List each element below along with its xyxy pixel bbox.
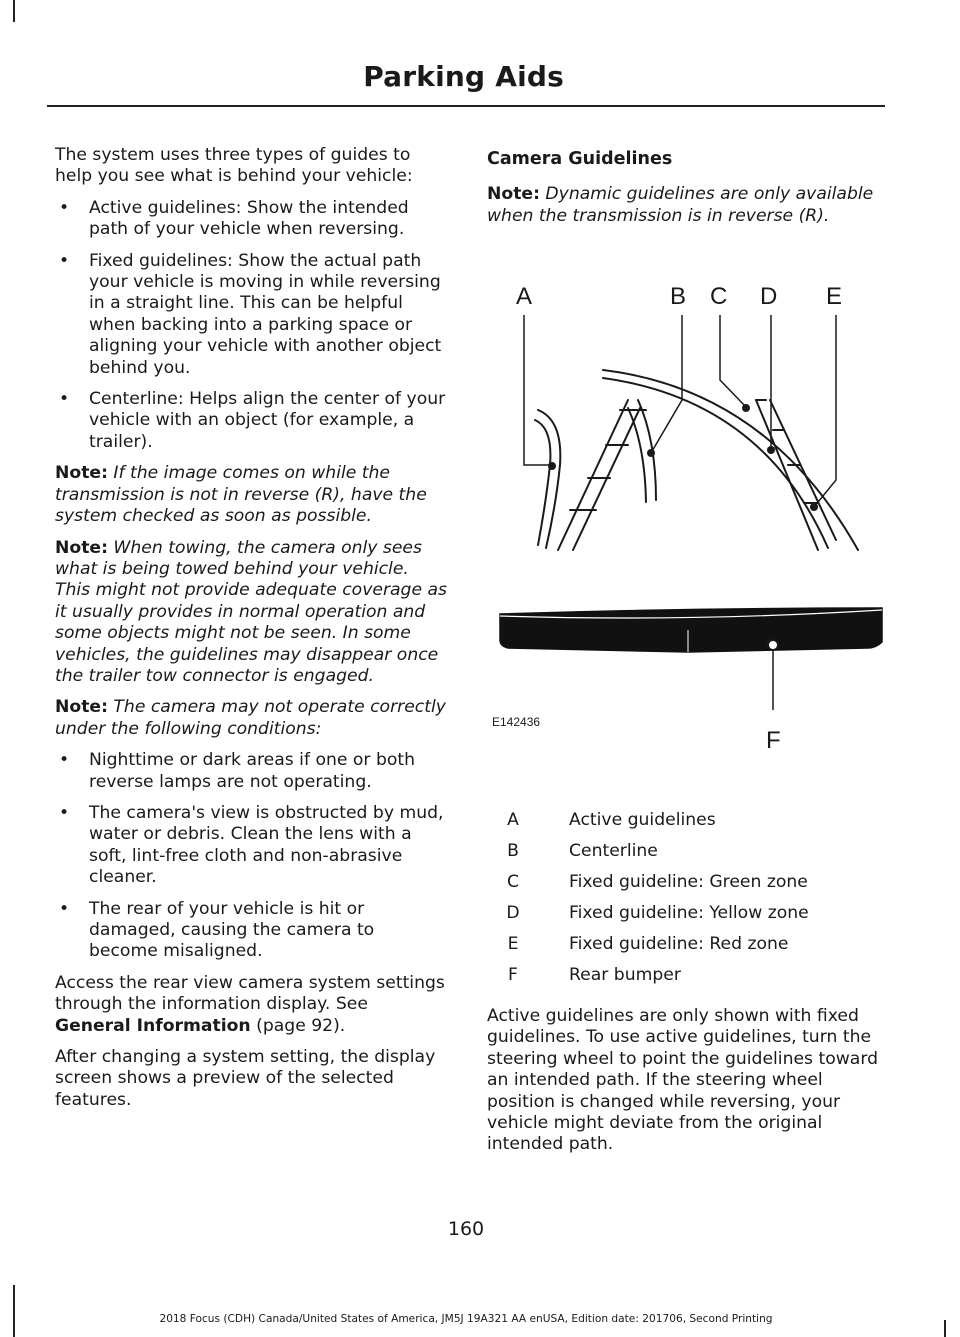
crop-mark-bottom-right — [944, 1320, 946, 1337]
camera-guidelines-diagram — [488, 270, 888, 754]
header-rule — [47, 105, 885, 107]
general-information-link[interactable]: General Information — [55, 1015, 251, 1036]
list-item: • Nighttime or dark areas if one or both reverse lamps are not operating. — [59, 750, 416, 792]
legend-row: B Centerline — [507, 841, 658, 861]
label-e: E — [826, 283, 843, 310]
list-item: • Active guidelines: Show the intended path of your vehicle when reversing. — [59, 197, 409, 240]
list-item: • Fixed guidelines: Show the actual path your vehicle is moving in while reversing in a straight line. This can be helpful when backing into a parking space or aligning your vehicle with another object behind you. — [59, 250, 442, 378]
note-dynamic: Note: Dynamic guidelines are only available when the transmission is in reverse (R). — [487, 184, 874, 226]
crop-mark-top-left — [13, 0, 15, 22]
page-title: Parking Aids — [363, 60, 564, 93]
point-b — [647, 449, 655, 457]
fixed-guideline-left-outer — [558, 400, 628, 550]
fixed-guideline-right — [756, 400, 818, 550]
list-item: • The camera's view is obstructed by mud, water or debris. Clean the lens with a soft, lint-free cloth and non-abrasive cleaner. — [59, 802, 444, 888]
diagram-legend — [487, 810, 887, 996]
leader-a — [524, 315, 552, 465]
legend-row: F Rear bumper — [508, 965, 681, 985]
list-item: • Centerline: Helps align the center of your vehicle with an object (for example, a trailer). — [59, 389, 446, 452]
point-f — [768, 640, 778, 650]
legend-row: D Fixed guideline: Yellow zone — [506, 903, 809, 923]
fixed-guideline-arc-outer — [603, 370, 858, 550]
label-d: D — [760, 283, 778, 310]
legend-row: C Fixed guideline: Green zone — [506, 872, 808, 892]
centerline-inner — [628, 408, 646, 502]
page-number: 160 — [447, 1218, 485, 1240]
note-reverse: Note: If the image comes on while the transmission is not in reverse (R), have the system checked as soon as possible. — [55, 463, 427, 527]
label-f: F — [766, 727, 781, 754]
note-conditions: Note: The camera may not operate correctly under the following conditions: — [55, 697, 446, 739]
footer-edition: 2018 Focus (CDH) Canada/United States of America, JM5J 19A321 AA enUSA, Edition date: 201706, Second Printing — [159, 1313, 773, 1325]
note-towing: Note: When towing, the camera only sees what is being towed behind your vehicle. This might not provide adequate coverage as it usually provides in normal operation and some objects might not be seen. In some vehicles, the guidelines may disappear once the trailer tow connector is engaged. — [55, 537, 447, 686]
list-item: • The rear of your vehicle is hit or damaged, causing the camera to become misaligned. — [59, 898, 375, 962]
intro-text: The system uses three types of guides to help you see what is behind your vehicle: — [55, 145, 413, 187]
access-settings-text: Access the rear view camera system settings through the information display. See General Information (page 92). — [55, 972, 445, 1036]
point-d — [767, 446, 775, 454]
point-e — [810, 503, 818, 511]
point-a — [548, 462, 556, 470]
point-c — [742, 404, 750, 412]
guides-list — [55, 198, 447, 453]
after-change-text: After changing a system setting, the display screen shows a preview of the selected features. — [55, 1047, 436, 1110]
diagram-code: E142436 — [492, 715, 541, 729]
conditions-list — [55, 750, 447, 963]
crop-mark-bottom-left — [13, 1285, 15, 1337]
label-c: C — [710, 283, 728, 310]
active-guideline-inner — [535, 420, 550, 545]
leader-e — [814, 315, 836, 507]
right-column — [487, 145, 879, 237]
legend-row: E Fixed guideline: Red zone — [507, 934, 789, 954]
legend-row: A Active guidelines — [507, 810, 716, 830]
left-column — [55, 145, 447, 1121]
section-heading: Camera Guidelines — [487, 149, 673, 169]
rear-bumper — [500, 608, 882, 652]
leader-c — [720, 315, 746, 407]
active-guidelines-text: Active guidelines are only shown with fixed guidelines. To use active guidelines, turn the steering wheel to point the guidelines toward an intended path. If the steering wheel position is changed while reversing, your vehicle might deviate from the original intended path. — [487, 1006, 878, 1155]
label-a: A — [516, 283, 533, 310]
label-b: B — [670, 283, 687, 310]
